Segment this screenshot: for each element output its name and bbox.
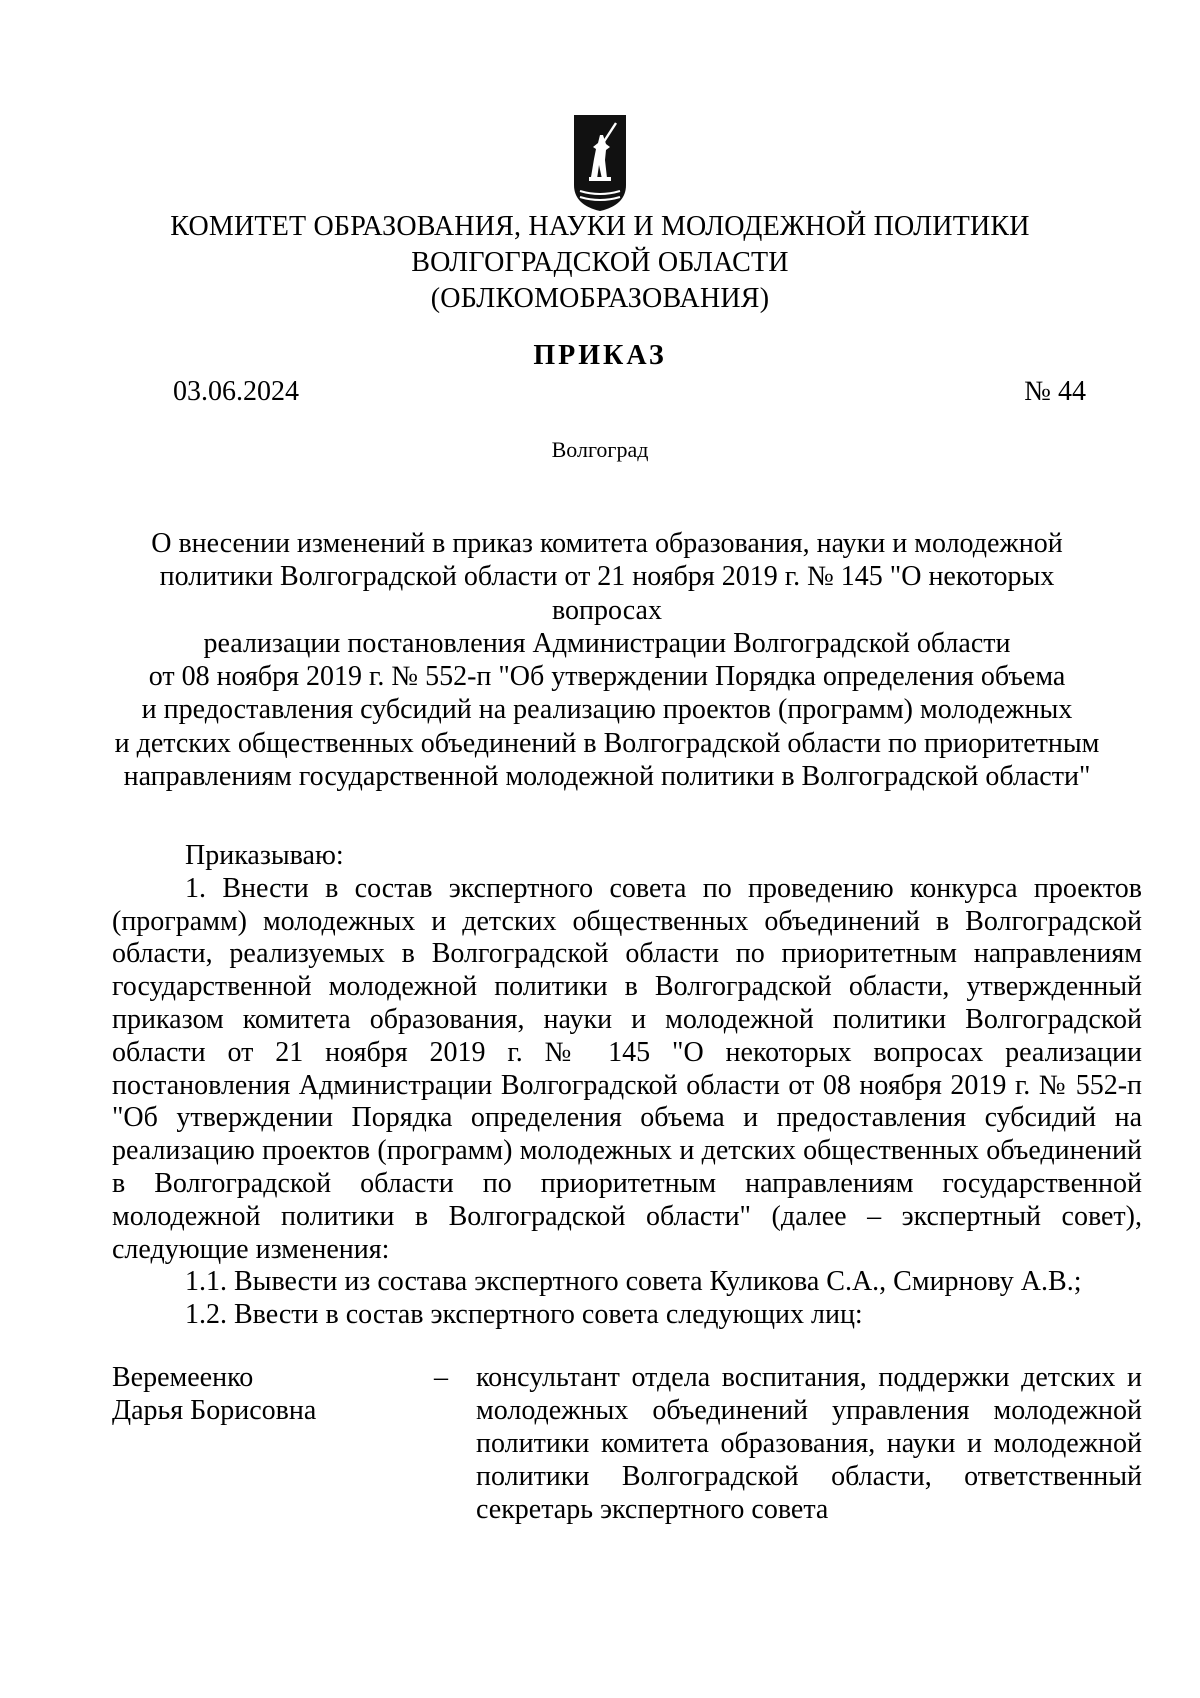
heading-line-2: политики Волгоградской области от 21 ноября 2019 г. № 145 "О некоторых вопросах (159, 561, 1055, 626)
order-title: ПРИКАЗ (533, 340, 667, 371)
order-body (112, 840, 1142, 1332)
org-line-1: КОМИТЕТ ОБРАЗОВАНИЯ, НАУКИ И МОЛОДЕЖНОЙ ПОЛИТИКИ (170, 211, 1030, 242)
order-heading (112, 527, 1102, 793)
coat-of-arms-icon (572, 113, 628, 213)
order-item-1-1: 1.1. Вывести из состава экспертного совета Куликова С.А., Смирнову А.В.; (185, 1266, 1082, 1298)
member-name (112, 1361, 412, 1427)
heading-line-3: реализации постановления Администрации Волгоградской области (203, 627, 1011, 659)
heading-line-4: от 08 ноября 2019 г. № 552-п "Об утверждении Порядка определения объема (148, 661, 1066, 693)
member-role: консультант отдела воспитания, поддержки детских и молодежных объединений управления молодежной политики комитета образования, науки и молодежной политики Волгоградской области, ответственный секретарь экспертного совета (476, 1362, 1142, 1525)
order-item-1: 1. Внести в состав экспертного совета по проведению конкурса проектов (программ) молодежных и детских общественных объединений в Волгоградской области, реализуемых в Волгоградской области по приоритетным направлениям государственной молодежной политики в Волгоградской области, утвержденный приказом комитета образования, науки и молодежной политики Волгоградской области от 21 ноября 2019 г. № 145 "О некоторых вопросах реализации постановления Администрации Волгоградской области от 08 ноября 2019 г. № 552-п "Об утверждении Порядка определения объема и предоставления субсидий на реализацию проектов (программ) молодежных и детских общественных объединений в Волгоградской области по приоритетным направлениям государственной молодежной политики в Волгоградской области" (далее – экспертный совет), следующие изменения: (112, 872, 1142, 1265)
organization-name (0, 209, 1200, 317)
order-city: Волгоград (551, 437, 649, 462)
member-surname: Веремеенко (112, 1362, 254, 1393)
order-number: № 44 (1024, 376, 1086, 407)
member-given-names: Дарья Борисовна (112, 1395, 317, 1426)
order-item-1-2: 1.2. Ввести в состав экспертного совета следующих лиц: (185, 1299, 863, 1331)
heading-line-7: направлениям государственной молодежной политики в Волгоградской области" (123, 761, 1091, 793)
org-line-3: (ОБЛКОМОБРАЗОВАНИЯ) (430, 283, 770, 314)
member-dash: – (434, 1362, 448, 1393)
heading-line-6: и детских общественных объединений в Волгоградской области по приоритетным (114, 727, 1100, 759)
org-line-2: ВОЛГОГРАДСКОЙ ОБЛАСТИ (411, 247, 789, 278)
order-directive: Приказываю: (185, 840, 344, 871)
heading-line-5: и предоставления субсидий на реализацию проектов (программ) молодежных (141, 694, 1073, 726)
order-date: 03.06.2024 (173, 376, 299, 407)
heading-line-1: О внесении изменений в приказ комитета образования, науки и молодежной (151, 528, 1063, 559)
